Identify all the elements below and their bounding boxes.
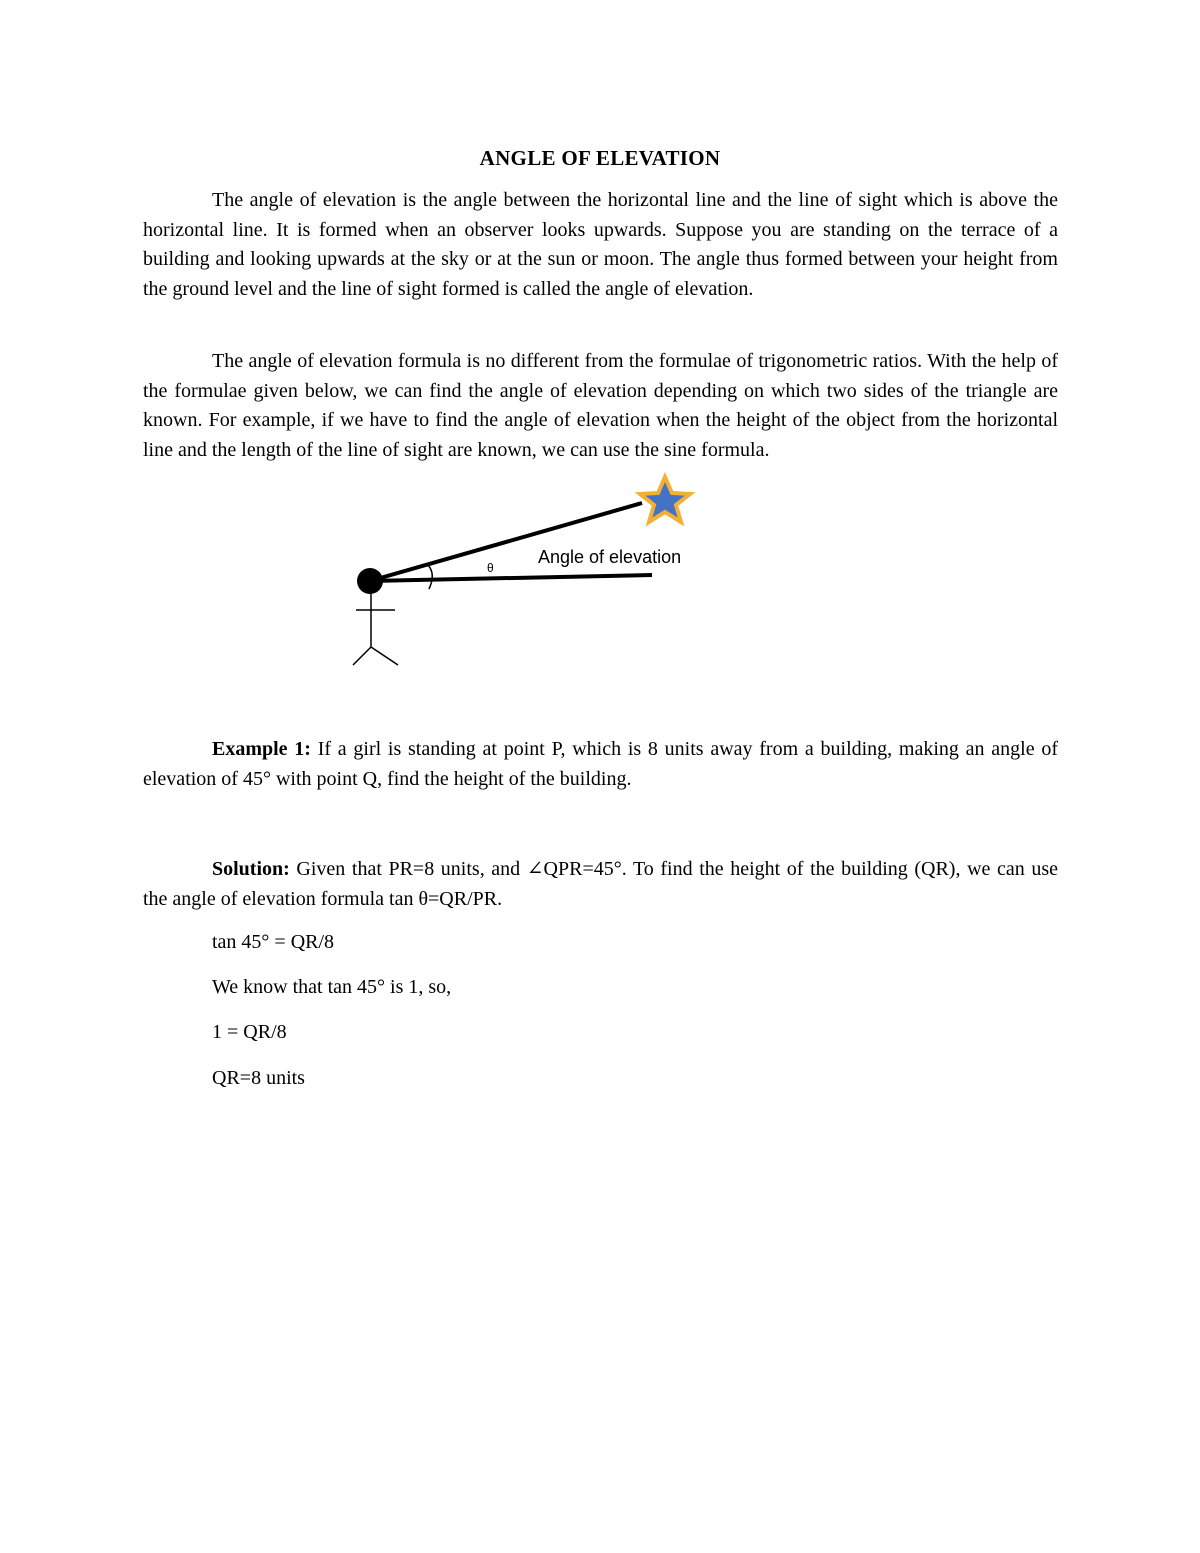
observer-right-leg: [371, 647, 398, 665]
calculation-step: tan 45° = QR/8: [212, 931, 335, 953]
star-icon: [640, 477, 690, 522]
angle-label: Angle of elevation: [538, 547, 682, 567]
observer-head: [357, 568, 383, 594]
example-paragraph: [143, 735, 1058, 794]
angle-of-elevation-figure: [340, 470, 720, 680]
formula-paragraph: The angle of elevation formula is no different from the formulae of trigonometric ratios. With the help of the formulae given below, we can find the angle of elevation depending on which two sides of the triangle are known. For example, if we have to find the angle of elevation when the height of the object from the horizontal line and the length of the line of sight are known, we can use the sine formula.: [143, 350, 1058, 461]
calculation-step: We know that tan 45° is 1, so,: [212, 976, 452, 998]
example-label: Example 1:: [212, 738, 311, 760]
example-text: If a girl is standing at point P, which is 8 units away from a building, making an angle of elevation of 45° with point Q, find the height of the building.: [143, 738, 1059, 790]
angle-arc: [428, 565, 432, 589]
observer-figure: [353, 568, 398, 665]
definition-paragraph: The angle of elevation is the angle between the horizontal line and the line of sight which is above the horizontal line. It is formed when an observer looks upwards. Suppose you are standing on the terrace of a building and looking upwards at the sky or at the sun or moon. The angle thus formed between your height from the ground level and the line of sight formed is called the angle of elevation.: [143, 189, 1058, 300]
solution-paragraph: [143, 855, 1058, 914]
calculation-step: 1 = QR/8: [212, 1021, 287, 1043]
solution-text: Given that PR=8 units, and ∠QPR=45°. To find the height of the building (QR), we can use the angle of elevation formula tan θ=QR/PR.: [143, 858, 1058, 910]
calculation-step: QR=8 units: [212, 1067, 305, 1089]
line-of-sight: [370, 503, 642, 581]
page-title: ANGLE OF ELEVATION: [479, 146, 721, 170]
observer-left-leg: [353, 647, 371, 665]
theta-symbol: θ: [487, 561, 494, 575]
solution-label: Solution:: [212, 858, 290, 880]
horizontal-line: [370, 575, 652, 581]
